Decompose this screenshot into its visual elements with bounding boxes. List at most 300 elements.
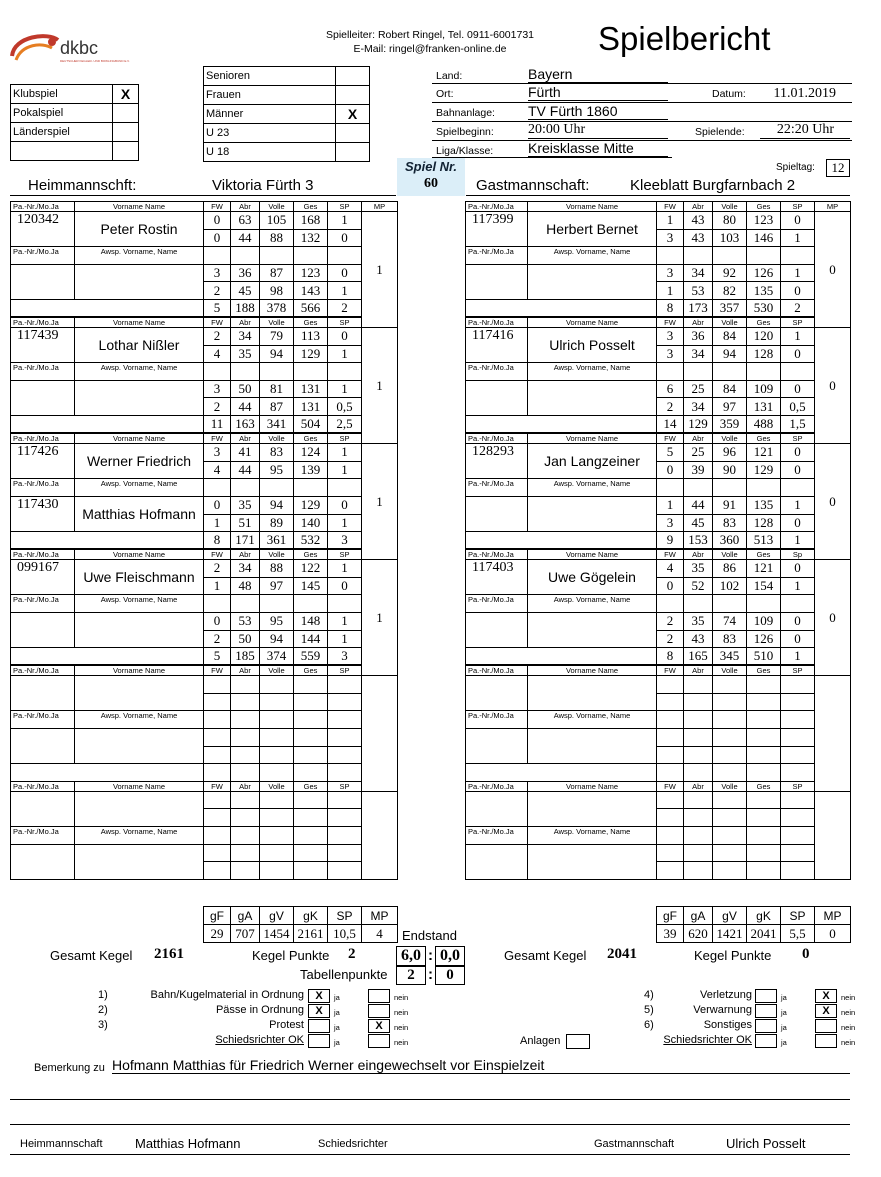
header-pa: Pa.-Nr./Mo.Ja — [11, 363, 75, 381]
grid-row — [11, 212, 398, 230]
header-volle: Volle — [260, 781, 294, 791]
score-cell: 124 — [294, 444, 328, 462]
info-rule — [432, 83, 852, 84]
header-fw: FW — [657, 433, 684, 444]
header-fw: FW — [657, 317, 684, 328]
empty-cell — [657, 809, 684, 827]
empty-cell — [747, 809, 781, 827]
empty-cell — [713, 479, 747, 497]
header-volle: Volle — [713, 433, 747, 444]
empty-cell — [294, 827, 328, 845]
check-ja-box[interactable] — [308, 1034, 330, 1048]
total-cell: 14 — [657, 416, 684, 434]
sub-name: Matthias Hofmann — [75, 496, 204, 531]
match-points: 0 — [815, 328, 851, 444]
check-nein-box[interactable] — [368, 1034, 390, 1048]
grid-row — [11, 764, 398, 782]
sub-name — [75, 264, 204, 299]
score-cell: 1 — [328, 444, 362, 462]
header-abr: Abr — [684, 433, 713, 444]
ja-label: ja — [334, 993, 340, 1002]
total-cell: 8 — [204, 532, 231, 550]
total-cell: 163 — [231, 416, 260, 434]
empty-cell — [328, 711, 362, 729]
score-cell: 83 — [713, 630, 747, 648]
grid-row — [204, 86, 370, 105]
remark-line — [10, 1099, 850, 1100]
score-cell: 1 — [328, 630, 362, 648]
sub-name — [75, 729, 204, 764]
grid-row — [11, 595, 398, 613]
total-cell: 5 — [204, 648, 231, 666]
header-volle: Volle — [260, 317, 294, 328]
header-abr: Abr — [684, 202, 713, 212]
sub-name — [75, 612, 204, 647]
grid-row — [204, 105, 370, 124]
empty-cell — [684, 693, 713, 711]
score-cell: 74 — [713, 612, 747, 630]
empty-cell — [747, 827, 781, 845]
player-name: Herbert Bernet — [528, 212, 657, 247]
grid-row — [11, 496, 398, 514]
sig-ref-label: Schiedsrichter — [318, 1138, 388, 1150]
header-ges: Ges — [294, 433, 328, 444]
score-cell: 45 — [231, 282, 260, 300]
total-cell: 532 — [294, 532, 328, 550]
tp-home: 2 — [396, 966, 426, 985]
score-cell: 140 — [294, 514, 328, 532]
endstand-home: 6,0 — [396, 946, 426, 966]
score-cell: 35 — [684, 612, 713, 630]
header-pa: Pa.-Nr./Mo.Ja — [11, 827, 75, 845]
nein-label: nein — [394, 993, 409, 1002]
empty-cell — [204, 711, 231, 729]
score-cell: 121 — [747, 444, 781, 462]
match-points: 1 — [362, 560, 398, 676]
score-cell: 1 — [781, 577, 815, 595]
guest-team-label: Gastmannschaft: — [476, 177, 590, 194]
score-cell: 131 — [747, 398, 781, 416]
total-cell: 1 — [781, 648, 815, 666]
grid-row — [11, 264, 398, 282]
grid-row — [11, 363, 398, 381]
header-pa: Pa.-Nr./Mo.Ja — [11, 595, 75, 613]
empty-cell — [260, 809, 294, 827]
empty-cell — [684, 479, 713, 497]
grid-row — [466, 729, 851, 747]
score-cell: 0 — [328, 496, 362, 514]
total-value: 1454 — [260, 925, 294, 943]
score-cell: 3 — [204, 264, 231, 282]
score-cell: 94 — [260, 630, 294, 648]
header-abr: Abr — [231, 317, 260, 328]
ja-label: ja — [334, 1023, 340, 1032]
empty-cell — [657, 746, 684, 764]
empty-cell — [713, 693, 747, 711]
check-nein-box[interactable] — [368, 989, 390, 1003]
check-ja-box[interactable] — [755, 989, 777, 1003]
check-ja-box[interactable] — [755, 1034, 777, 1048]
grid-row — [466, 380, 851, 398]
header-sp: SP — [781, 317, 815, 328]
nein-label: nein — [394, 1008, 409, 1017]
header-sp: SP — [781, 433, 815, 444]
empty-cell — [294, 844, 328, 862]
total-header: SP — [328, 907, 362, 925]
grid-row — [11, 444, 398, 462]
match-points: 1 — [362, 212, 398, 328]
score-cell: 48 — [231, 577, 260, 595]
home-kp-label: Kegel Punkte — [252, 948, 330, 963]
header-abr: Abr — [684, 549, 713, 560]
empty-cell — [713, 595, 747, 613]
remark-line — [10, 1124, 850, 1125]
grid-row — [11, 781, 398, 791]
check-nein-box[interactable]: X — [815, 989, 837, 1003]
empty-cell — [260, 595, 294, 613]
check-nein-box[interactable] — [815, 1019, 837, 1033]
empty-cell — [294, 791, 328, 809]
grid-row — [466, 595, 851, 613]
header-pa: Pa.-Nr./Mo.Ja — [466, 363, 528, 381]
sub-name — [528, 844, 657, 879]
score-cell: 0 — [781, 461, 815, 479]
home-player-grid — [10, 201, 398, 880]
header-ges: Ges — [747, 317, 781, 328]
check-nein-box[interactable] — [815, 1034, 837, 1048]
score-cell: 53 — [684, 282, 713, 300]
header-pa: Pa.-Nr./Mo.Ja — [466, 247, 528, 265]
score-cell: 3 — [657, 229, 684, 247]
grid-row — [11, 123, 139, 142]
total-header: MP — [362, 907, 398, 925]
check-ja-box[interactable] — [308, 1019, 330, 1033]
grid-row — [11, 247, 398, 265]
score-cell: 0 — [328, 264, 362, 282]
grid-row — [11, 380, 398, 398]
score-cell: 0 — [328, 229, 362, 247]
score-cell: 41 — [231, 444, 260, 462]
header-name: Vorname Name — [75, 317, 204, 328]
sub-name — [528, 264, 657, 299]
empty-cell — [747, 729, 781, 747]
datum-label: Datum: — [712, 88, 746, 100]
header-mp: MP — [815, 202, 851, 212]
header-sub: Awsp. Vorname, Name — [75, 363, 204, 381]
grid-row — [466, 416, 851, 434]
empty-cell — [657, 764, 684, 782]
header-pa: Pa.-Nr./Mo.Ja — [11, 247, 75, 265]
sub-id — [11, 729, 75, 764]
header-sp: SP — [328, 781, 362, 791]
empty-cell — [657, 363, 684, 381]
empty-cell — [11, 532, 204, 550]
match-type-label: Länderspiel — [11, 123, 113, 142]
empty-cell — [328, 479, 362, 497]
header-pa: Pa.-Nr./Mo.Ja — [466, 549, 528, 560]
header-name: Vorname Name — [528, 665, 657, 676]
header-pa: Pa.-Nr./Mo.Ja — [466, 665, 528, 676]
score-cell: 2 — [204, 328, 231, 346]
empty-cell — [204, 827, 231, 845]
check-ja-box[interactable] — [755, 1004, 777, 1018]
ende-value: 22:20 Uhr — [760, 122, 850, 139]
grid-row — [11, 676, 398, 694]
total-cell: 2 — [781, 299, 815, 317]
score-cell: 154 — [747, 577, 781, 595]
empty-cell — [204, 791, 231, 809]
empty-cell — [11, 764, 204, 782]
total-cell: 513 — [747, 532, 781, 550]
score-cell: 1 — [781, 328, 815, 346]
empty-cell — [747, 844, 781, 862]
total-cell: 530 — [747, 299, 781, 317]
header-fw: FW — [204, 665, 231, 676]
total-header: gF — [657, 907, 684, 925]
ort-label: Ort: — [436, 88, 454, 100]
empty-cell — [204, 844, 231, 862]
category-label: U 18 — [204, 143, 336, 162]
nein-label: nein — [394, 1023, 409, 1032]
empty-cell — [657, 247, 684, 265]
grid-row — [466, 844, 851, 862]
total-cell: 173 — [684, 299, 713, 317]
empty-cell — [260, 676, 294, 694]
home-team-label: Heimmannschft: — [28, 177, 137, 194]
empty-cell — [657, 595, 684, 613]
empty-cell — [781, 595, 815, 613]
header-abr: Abr — [231, 202, 260, 212]
empty-cell — [231, 595, 260, 613]
header-pa: Pa.-Nr./Mo.Ja — [466, 202, 528, 212]
header-fw: FW — [657, 549, 684, 560]
empty-cell — [657, 791, 684, 809]
total-cell: 153 — [684, 532, 713, 550]
score-cell: 102 — [713, 577, 747, 595]
total-value: 707 — [231, 925, 260, 943]
score-cell: 3 — [657, 345, 684, 363]
header-name: Vorname Name — [528, 202, 657, 212]
score-cell: 97 — [260, 577, 294, 595]
score-cell: 0 — [781, 345, 815, 363]
header-sub: Awsp. Vorname, Name — [528, 595, 657, 613]
header-fw: FW — [657, 202, 684, 212]
match-type-mark — [113, 142, 139, 161]
grid-row — [466, 247, 851, 265]
total-value: 2161 — [294, 925, 328, 943]
sig-home-label: Heimmannschaft — [20, 1138, 103, 1150]
empty-cell — [231, 729, 260, 747]
empty-cell — [781, 844, 815, 862]
total-cell: 188 — [231, 299, 260, 317]
header-sp: SP — [328, 202, 362, 212]
liga-value: Kreisklasse Mitte — [528, 140, 668, 157]
nein-label: nein — [841, 1008, 856, 1017]
player-id: 099167 — [11, 560, 75, 595]
total-cell: 8 — [657, 299, 684, 317]
ja-label: ja — [781, 1008, 787, 1017]
match-points: 0 — [815, 560, 851, 676]
check-nein-box[interactable]: X — [815, 1004, 837, 1018]
score-cell: 0 — [204, 612, 231, 630]
total-header: MP — [815, 907, 851, 925]
total-cell: 488 — [747, 416, 781, 434]
score-cell: 80 — [713, 212, 747, 230]
sub-id — [466, 264, 528, 299]
total-cell: 341 — [260, 416, 294, 434]
score-cell: 97 — [713, 398, 747, 416]
empty-cell — [781, 862, 815, 880]
empty-cell — [231, 862, 260, 880]
header-volle: Volle — [713, 781, 747, 791]
total-header: gV — [260, 907, 294, 925]
score-cell: 0,5 — [328, 398, 362, 416]
empty-cell — [713, 862, 747, 880]
player-id: 117426 — [11, 444, 75, 479]
anlagen-box[interactable] — [566, 1034, 590, 1049]
score-cell: 1 — [328, 345, 362, 363]
header-ges: Ges — [747, 549, 781, 560]
total-cell: 129 — [684, 416, 713, 434]
grid-row — [204, 925, 398, 943]
score-cell: 89 — [260, 514, 294, 532]
total-header: gF — [204, 907, 231, 925]
total-cell: 374 — [260, 648, 294, 666]
score-cell: 1 — [204, 577, 231, 595]
header-name: Vorname Name — [528, 317, 657, 328]
empty-cell — [713, 363, 747, 381]
score-cell: 43 — [684, 212, 713, 230]
total-cell: 3 — [328, 648, 362, 666]
grid-row — [11, 299, 398, 317]
nein-label: nein — [841, 993, 856, 1002]
empty-cell — [231, 746, 260, 764]
grid-row — [11, 317, 398, 328]
score-cell: 109 — [747, 380, 781, 398]
empty-cell — [781, 809, 815, 827]
score-cell: 1 — [328, 282, 362, 300]
land-label: Land: — [436, 70, 463, 82]
empty-cell — [657, 711, 684, 729]
empty-cell — [328, 363, 362, 381]
empty-cell — [747, 791, 781, 809]
total-header: gA — [684, 907, 713, 925]
score-cell: 3 — [657, 264, 684, 282]
grid-row — [466, 612, 851, 630]
header-abr: Abr — [684, 665, 713, 676]
sub-name — [75, 844, 204, 879]
score-cell: 109 — [747, 612, 781, 630]
grid-row — [466, 496, 851, 514]
check-number: 1) — [98, 989, 108, 1001]
guest-kp-label: Kegel Punkte — [694, 948, 772, 963]
total-cell: 559 — [294, 648, 328, 666]
empty-cell — [466, 299, 657, 317]
header-sub: Awsp. Vorname, Name — [528, 363, 657, 381]
empty-cell — [328, 693, 362, 711]
empty-cell — [684, 363, 713, 381]
empty-cell — [204, 595, 231, 613]
category-mark: X — [336, 105, 370, 124]
total-value: 29 — [204, 925, 231, 943]
score-cell: 84 — [713, 328, 747, 346]
empty-cell — [684, 844, 713, 862]
check-ja-box[interactable]: X — [308, 989, 330, 1003]
total-cell: 360 — [713, 532, 747, 550]
score-cell: 36 — [231, 264, 260, 282]
team-rule — [466, 195, 850, 196]
category-table — [203, 66, 370, 162]
grid-row — [466, 827, 851, 845]
remark-label: Bemerkung zu — [34, 1062, 105, 1074]
empty-cell — [684, 247, 713, 265]
grid-row — [466, 781, 851, 791]
category-mark — [336, 143, 370, 162]
bahn-value: TV Fürth 1860 — [528, 103, 668, 120]
category-label: Senioren — [204, 67, 336, 86]
check-label: Schiedsrichter OK — [215, 1034, 304, 1046]
spieltag-value: 12 — [826, 159, 850, 177]
match-type-label — [11, 142, 113, 161]
header-fw: FW — [204, 433, 231, 444]
empty-cell — [684, 764, 713, 782]
empty-cell — [684, 827, 713, 845]
empty-cell — [328, 827, 362, 845]
score-cell: 79 — [260, 328, 294, 346]
empty-cell — [294, 693, 328, 711]
check-number: 3) — [98, 1019, 108, 1031]
header-volle: Volle — [713, 665, 747, 676]
check-nein-box[interactable] — [368, 1004, 390, 1018]
score-cell: 1 — [328, 212, 362, 230]
sub-id — [11, 844, 75, 879]
empty-cell — [657, 827, 684, 845]
empty-cell — [294, 676, 328, 694]
grid-row — [11, 665, 398, 676]
grid-row — [466, 433, 851, 444]
empty-cell — [328, 809, 362, 827]
sub-id — [11, 612, 75, 647]
grid-row — [466, 711, 851, 729]
score-cell: 168 — [294, 212, 328, 230]
empty-cell — [294, 479, 328, 497]
check-ja-box[interactable]: X — [308, 1004, 330, 1018]
check-ja-box[interactable] — [755, 1019, 777, 1033]
sub-name — [528, 496, 657, 531]
header-volle: Volle — [260, 665, 294, 676]
check-label: Protest — [269, 1019, 304, 1031]
empty-cell — [657, 693, 684, 711]
match-points: 0 — [815, 444, 851, 560]
empty-cell — [204, 746, 231, 764]
grid-row — [204, 124, 370, 143]
sub-id: 117430 — [11, 496, 75, 531]
score-cell: 51 — [231, 514, 260, 532]
grid-row — [11, 549, 398, 560]
player-id: 117399 — [466, 212, 528, 247]
check-nein-box[interactable]: X — [368, 1019, 390, 1033]
grid-row — [11, 827, 398, 845]
empty-cell — [684, 595, 713, 613]
header-sp: SP — [781, 202, 815, 212]
tp-guest: 0 — [435, 966, 465, 985]
empty-cell — [713, 827, 747, 845]
player-id: 120342 — [11, 212, 75, 247]
match-points — [362, 676, 398, 792]
empty-cell — [713, 809, 747, 827]
score-cell: 25 — [684, 380, 713, 398]
score-cell: 0 — [781, 282, 815, 300]
